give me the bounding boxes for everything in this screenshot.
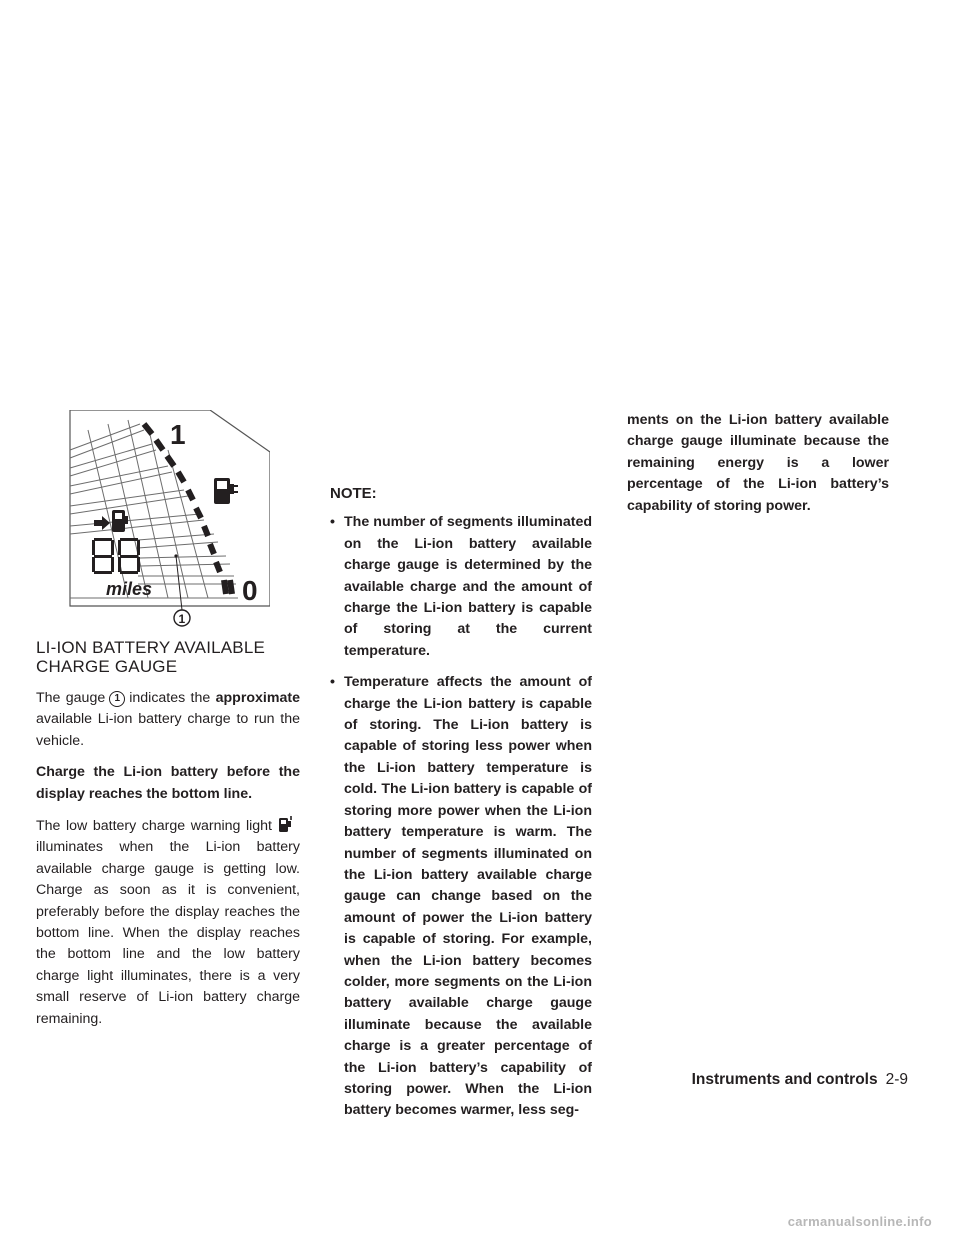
note-item-2	[330, 672, 592, 1122]
paragraph-low-battery-light	[36, 815, 300, 1030]
watermark: carmanualsonline.info	[787, 1214, 932, 1229]
paragraph-charge-warning: Charge the Li-ion battery before the display reaches the bottom line.	[36, 764, 300, 802]
note-list	[330, 512, 592, 1121]
footer-section-name: Instruments and controls	[691, 1071, 878, 1088]
note-item-2-continued: ments on the Li-ion battery available charge gauge illuminate because the remaining energy is a lower percentage of the Li-ion battery’s capability of storing power.	[627, 412, 889, 514]
callout-1-inline: 1	[109, 691, 125, 707]
p1-text-b: indicates the	[129, 690, 211, 706]
bullet: •	[330, 674, 335, 691]
gauge-label-empty: 0	[242, 575, 258, 606]
gauge-label-full: 1	[170, 419, 186, 450]
footer-page-number: 2-9	[885, 1071, 908, 1088]
paragraph-gauge-intro	[36, 688, 300, 752]
note-item-1-text: The number of segments illuminated on the Li-ion battery available charge gauge is determined by the available charge and the amount of charge the Li-ion battery is capable of storing at the current temperature.	[344, 514, 592, 659]
page-footer	[692, 1071, 908, 1089]
section-title-line-2: CHARGE GAUGE	[36, 657, 178, 676]
column-2-spacer	[330, 410, 592, 481]
charge-gauge-figure	[68, 410, 270, 640]
p1-text-c: available Li-ion battery charge to run the vehicle.	[36, 711, 300, 749]
note-item-1	[330, 512, 592, 662]
column-2	[330, 410, 592, 1132]
p3-text-a: The low battery charge warning light	[36, 818, 272, 835]
low-battery-light-icon	[278, 815, 294, 833]
p1-text-a: The gauge	[36, 690, 106, 706]
section-title	[36, 638, 300, 676]
column-1	[36, 638, 300, 1040]
column-3	[627, 410, 889, 527]
p3-text-b: illuminates when the Li-ion battery available charge gauge is getting low. Charge as soon as it is convenient, preferably before the display reaches the bottom line. When the display reaches the bottom line and the low battery charge light illuminates, there is a very small reserve of Li-ion battery charge remaining.	[36, 839, 300, 1027]
note-heading: NOTE:	[330, 485, 377, 502]
callout-1-label: 1	[178, 612, 186, 626]
gauge-unit-label: miles	[106, 579, 153, 599]
section-title-line-1: LI-ION BATTERY AVAILABLE	[36, 638, 266, 657]
bullet: •	[330, 514, 335, 531]
note-item-2-text: Temperature affects the amount of charge the Li-ion battery is capable of storing. The Li-ion battery is capable of storing less power when the Li-ion battery temperature is cold. The Li-ion battery is capable of storing more power when the Li-ion battery temperature is warm. The number of segments illuminated on the Li-ion battery available charge gauge can change based on the amount of power the Li-ion battery is capable of storing. For example, when the Li-ion battery becomes colder, more segments on the Li-ion battery available charge gauge illuminate because the available charge is a greater percentage of the Li-ion battery’s capability of storing power. When the Li-ion battery becomes warmer, less seg-	[344, 674, 592, 1119]
p1-bold-approximate: approximate	[215, 690, 300, 706]
